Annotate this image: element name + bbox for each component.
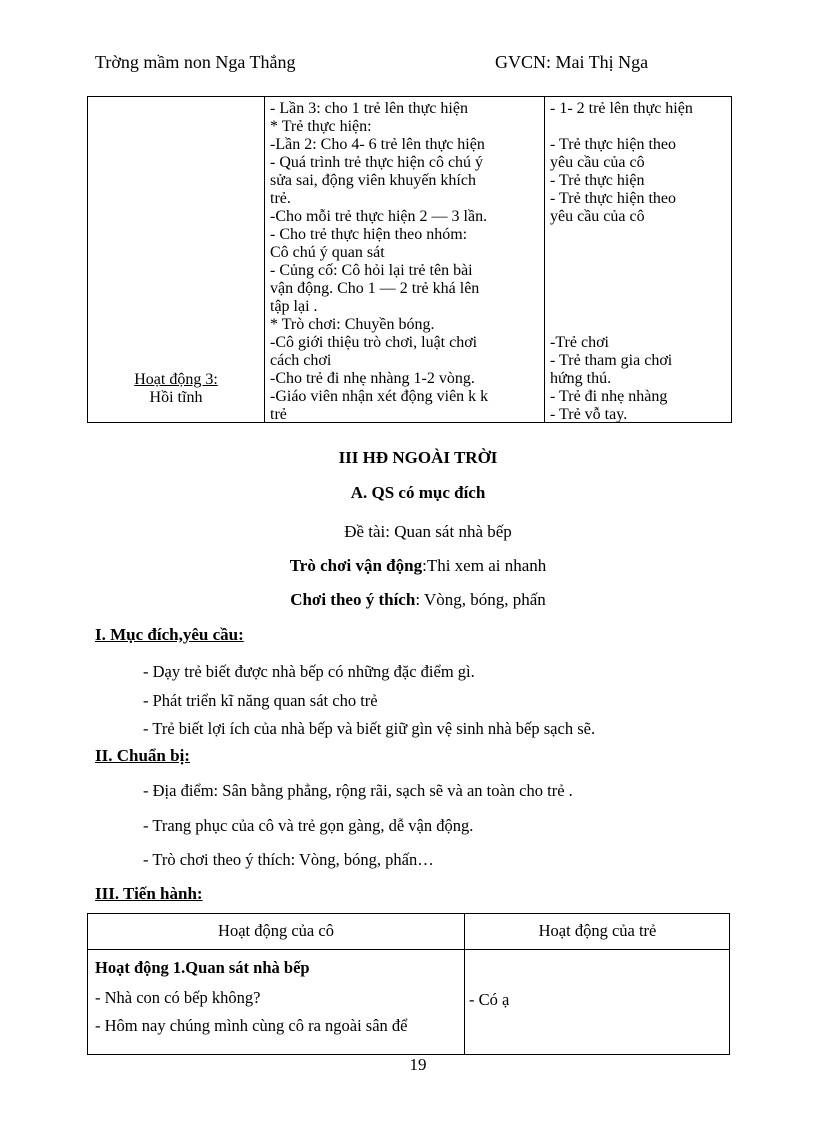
activity-1-title: Hoạt động 1.Quan sát nhà bếp [95, 958, 310, 977]
table-line: - Quá trình trẻ thực hiện cô chú ý [270, 154, 484, 171]
table-line: - Lần 3: cho 1 trẻ lên thực hiện [270, 100, 468, 117]
table-line: -Lần 2: Cho 4- 6 trẻ lên thực hiện [270, 136, 485, 153]
table-line: -Trẻ chơi [550, 334, 609, 351]
goal-item: - Phát triển kĩ năng quan sát cho trẻ [143, 691, 378, 710]
child-activity-column-top [550, 100, 693, 226]
table-line: vận động. Cho 1 — 2 trẻ khá lên [270, 280, 480, 297]
activity-table-top [87, 96, 732, 423]
topic-value: Quan sát nhà bếp [394, 522, 512, 541]
table-line: trẻ [270, 406, 287, 423]
table-line: - Củng cố: Cô hỏi lại trẻ tên bài [270, 262, 473, 279]
section-subtitle: A. QS có mục đích [350, 483, 486, 502]
game-value: :Thi xem ai nhanh [422, 556, 547, 575]
prepare-item: - Trang phục của cô và trẻ gọn gàng, dễ vận động. [143, 816, 474, 835]
table-line: * Trẻ thực hiện: [270, 118, 372, 135]
table-line: - Trẻ thực hiện theo [550, 136, 676, 153]
table-divider [88, 949, 729, 950]
goals-heading: I. Mục đích,yêu cầu: [95, 625, 244, 644]
topic-line [0, 522, 816, 542]
table-line: - Trẻ thực hiện [550, 172, 645, 189]
table-line: tập lại . [270, 298, 318, 315]
table-line: - 1- 2 trẻ lên thực hiện [550, 100, 693, 117]
table-line: sửa sai, động viên khuyến khích [270, 172, 476, 189]
child-line: - Có ạ [469, 990, 510, 1009]
col-header-teacher: Hoạt động của cô [218, 921, 334, 940]
game-label: Trò chơi vận động [289, 556, 423, 575]
table-line: -Cho trẻ đi nhẹ nhàng 1-2 vòng. [270, 370, 475, 387]
child-activity-column-bottom [550, 334, 672, 424]
table-line: - Trẻ tham gia chơi [550, 352, 673, 369]
school-name: Trờng mầm non Nga Thắng [95, 52, 296, 72]
teacher-activity-column [270, 100, 488, 424]
process-table [87, 913, 730, 1055]
page-number: 19 [409, 1055, 427, 1074]
table-line: Cô chú ý quan sát [270, 244, 385, 261]
prepare-item: - Trò chơi theo ý thích: Vòng, bóng, phấn… [143, 850, 434, 869]
table-line: trẻ. [270, 190, 291, 207]
table-line: -Cô giới thiệu trò chơi, luật chơi [270, 334, 478, 351]
table-line: * Trò chơi: Chuyền bóng. [270, 316, 435, 333]
table-line: - Trẻ vỗ tay. [550, 406, 628, 423]
free-play-value: : Vòng, bóng, phấn [415, 590, 546, 609]
table-line [550, 118, 693, 136]
process-heading: III. Tiến hành: [95, 884, 203, 903]
table-line: - Trẻ thực hiện theo [550, 190, 676, 207]
table-line: hứng thú. [550, 370, 612, 387]
table-line: -Giáo viên nhận xét động viên k k [270, 388, 489, 405]
free-play-line [0, 590, 816, 610]
prepare-item: - Địa điểm: Sân bằng phẳng, rộng rãi, sạch sẽ và an toàn cho trẻ . [143, 781, 573, 800]
col-header-child: Hoạt động của trẻ [538, 921, 657, 940]
game-line [0, 556, 816, 576]
prepare-heading: II. Chuẩn bị: [95, 746, 190, 765]
table-line: cách chơi [270, 352, 332, 369]
goal-item: - Dạy trẻ biết được nhà bếp có những đặc điểm gì. [143, 662, 475, 681]
table-line: - Cho trẻ thực hiện theo nhóm: [270, 226, 468, 243]
table-line: yêu cầu của cô [550, 154, 645, 171]
teacher-name: GVCN: Mai Thị Nga [495, 52, 649, 72]
section-title: III HĐ NGOÀI TRỜI [338, 448, 498, 467]
table-line: -Cho mỗi trẻ thực hiện 2 — 3 lần. [270, 208, 488, 225]
topic-label: Đề tài: [344, 522, 390, 541]
teacher-line: - Hôm nay chúng mình cùng cô ra ngoài sân để [95, 1016, 408, 1035]
teacher-line: - Nhà con có bếp không? [95, 988, 261, 1007]
table-line: yêu cầu của cô [550, 208, 645, 225]
table-line: - Trẻ đi nhẹ nhàng [550, 388, 668, 405]
free-play-label: Chơi theo ý thích [290, 590, 416, 609]
table-divider [264, 97, 265, 422]
activity-3-label: Hoạt động 3: Hồi tĩnh [134, 371, 218, 406]
goal-item: - Trẻ biết lợi ích của nhà bếp và biết giữ gìn vệ sinh nhà bếp sạch sẽ. [143, 719, 596, 738]
table-divider [544, 97, 545, 422]
